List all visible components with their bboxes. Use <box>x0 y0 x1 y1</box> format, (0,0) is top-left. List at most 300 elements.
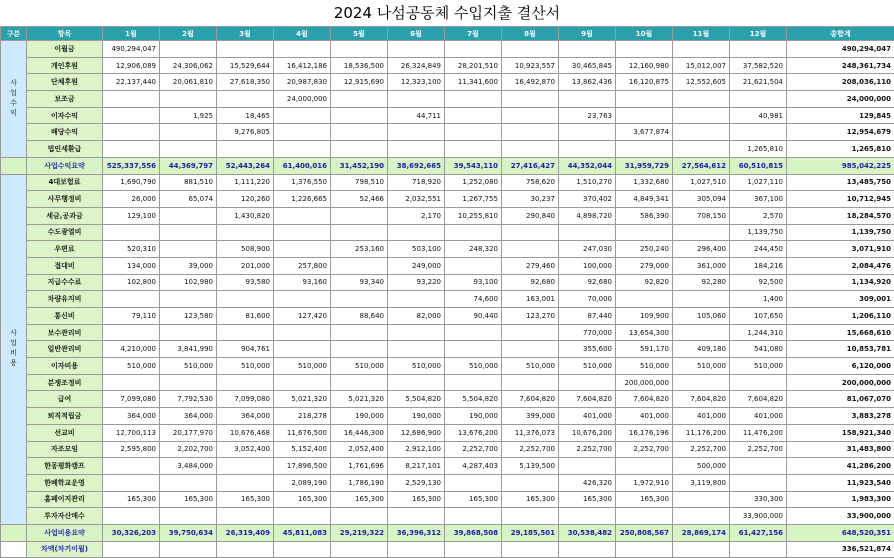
cell-value: 21,621,504 <box>730 74 787 91</box>
cell-value <box>502 241 559 258</box>
cell-value: 355,600 <box>559 341 616 358</box>
difference-empty-cell <box>502 541 559 558</box>
cell-value: 5,152,400 <box>274 441 331 458</box>
cell-value <box>103 91 160 108</box>
cell-value <box>730 91 787 108</box>
summary-total: 648,520,351 <box>787 524 894 541</box>
table-row <box>1 474 894 491</box>
cell-value: 33,900,000 <box>730 508 787 525</box>
cell-value: 120,260 <box>217 191 274 208</box>
cell-value: 12,160,980 <box>616 57 673 74</box>
cell-value: 4,210,000 <box>103 341 160 358</box>
cell-value: 5,021,320 <box>274 391 331 408</box>
cell-value: 81,600 <box>217 308 274 325</box>
cell-value <box>616 224 673 241</box>
cell-value: 1,376,550 <box>274 174 331 191</box>
cell-value: 200,000,000 <box>616 374 673 391</box>
cell-value: 11,176,200 <box>673 424 730 441</box>
cell-value: 37,582,520 <box>730 57 787 74</box>
header-month: 5월 <box>331 27 388 41</box>
row-total: 3,883,278 <box>787 408 894 425</box>
cell-value <box>103 291 160 308</box>
row-label: 이자수익 <box>27 107 103 124</box>
cell-value: 13,862,436 <box>559 74 616 91</box>
cell-value: 8,217,101 <box>388 458 445 475</box>
cell-value: 201,000 <box>217 257 274 274</box>
cell-value: 257,800 <box>274 257 331 274</box>
cell-value <box>673 107 730 124</box>
cell-value: 7,099,080 <box>217 391 274 408</box>
row-label: 통신비 <box>27 308 103 325</box>
cell-value: 2,202,700 <box>160 441 217 458</box>
row-total: 309,001 <box>787 291 894 308</box>
cell-value: 510,000 <box>217 358 274 375</box>
cell-value <box>274 241 331 258</box>
row-label: 보조금 <box>27 91 103 108</box>
summary-value: 29,219,322 <box>331 524 388 541</box>
page-title: 2024 나섬공동체 수입지출 결산서 <box>0 0 894 26</box>
table-row <box>1 191 894 208</box>
table-row <box>1 107 894 124</box>
cell-value: 305,094 <box>673 191 730 208</box>
cell-value: 904,761 <box>217 341 274 358</box>
cell-value: 79,110 <box>103 308 160 325</box>
cell-value <box>331 508 388 525</box>
summary-value: 61,400,016 <box>274 157 331 174</box>
cell-value: 23,763 <box>559 107 616 124</box>
cell-value <box>559 374 616 391</box>
cell-value: 3,119,800 <box>673 474 730 491</box>
cell-value <box>331 124 388 141</box>
cell-value <box>502 124 559 141</box>
table-row <box>1 391 894 408</box>
row-label: 급여 <box>27 391 103 408</box>
cell-value: 105,060 <box>673 308 730 325</box>
cell-value: 510,000 <box>730 358 787 375</box>
cell-value: 22,137,440 <box>103 74 160 91</box>
cell-value: 510,000 <box>103 358 160 375</box>
cell-value <box>160 207 217 224</box>
cell-value: 1,690,790 <box>103 174 160 191</box>
income-category-label: 사업수익 <box>1 41 27 158</box>
cell-value: 92,280 <box>673 274 730 291</box>
cell-value: 2,252,700 <box>616 441 673 458</box>
summary-value: 525,337,556 <box>103 157 160 174</box>
cell-value <box>331 207 388 224</box>
cell-value <box>616 141 673 158</box>
cell-value: 74,600 <box>445 291 502 308</box>
cell-value <box>559 224 616 241</box>
cell-value: 102,980 <box>160 274 217 291</box>
cell-value: 16,120,875 <box>616 74 673 91</box>
cell-value: 510,000 <box>559 358 616 375</box>
cell-value <box>616 508 673 525</box>
cell-value: 510,000 <box>673 358 730 375</box>
cell-value: 370,402 <box>559 191 616 208</box>
cell-value: 490,294,047 <box>103 41 160 58</box>
cell-value: 165,300 <box>388 491 445 508</box>
cell-value: 5,504,820 <box>445 391 502 408</box>
cell-value <box>103 124 160 141</box>
table-row <box>1 291 894 308</box>
difference-empty-cell <box>217 541 274 558</box>
table-row <box>1 374 894 391</box>
cell-value <box>274 107 331 124</box>
cell-value: 770,000 <box>559 324 616 341</box>
summary-value: 31,959,729 <box>616 157 673 174</box>
cell-value: 279,460 <box>502 257 559 274</box>
cell-value: 510,000 <box>445 358 502 375</box>
cell-value: 12,686,900 <box>388 424 445 441</box>
cell-value: 1,027,110 <box>730 174 787 191</box>
expense-category-label: 사업비용 <box>1 174 27 524</box>
cell-value <box>445 508 502 525</box>
cell-value: 401,000 <box>730 408 787 425</box>
cell-value: 248,320 <box>445 241 502 258</box>
cell-value: 520,310 <box>103 241 160 258</box>
cell-value: 4,849,341 <box>616 191 673 208</box>
cell-value <box>274 141 331 158</box>
cell-value: 1,226,665 <box>274 191 331 208</box>
cell-value <box>331 141 388 158</box>
cell-value <box>559 41 616 58</box>
cell-value: 7,604,820 <box>730 391 787 408</box>
cell-value: 2,252,700 <box>502 441 559 458</box>
row-label: 차량유지비 <box>27 291 103 308</box>
difference-empty-cell <box>616 541 673 558</box>
cell-value <box>274 508 331 525</box>
cell-value: 1,925 <box>160 107 217 124</box>
summary-value: 29,185,501 <box>502 524 559 541</box>
cell-value <box>673 491 730 508</box>
cell-value: 10,676,200 <box>559 424 616 441</box>
cell-value <box>160 141 217 158</box>
row-label: 퇴직적립금 <box>27 408 103 425</box>
summary-value: 31,452,190 <box>331 157 388 174</box>
cell-value: 107,650 <box>730 308 787 325</box>
cell-value <box>274 374 331 391</box>
row-total: 41,286,200 <box>787 458 894 475</box>
summary-value: 45,811,083 <box>274 524 331 541</box>
cell-value <box>274 324 331 341</box>
summary-value: 30,326,203 <box>103 524 160 541</box>
cell-value <box>388 91 445 108</box>
cell-value <box>445 224 502 241</box>
table-row <box>1 274 894 291</box>
cell-value: 20,177,970 <box>160 424 217 441</box>
cell-value <box>502 341 559 358</box>
cell-value: 82,000 <box>388 308 445 325</box>
cell-value <box>160 374 217 391</box>
cell-value <box>103 458 160 475</box>
cell-value: 24,000,000 <box>274 91 331 108</box>
table-row <box>1 458 894 475</box>
cell-value <box>388 41 445 58</box>
row-total: 1,139,750 <box>787 224 894 241</box>
cell-value: 17,896,500 <box>274 458 331 475</box>
row-label: 선교비 <box>27 424 103 441</box>
row-total: 10,853,781 <box>787 341 894 358</box>
row-label: 홈페이지관리 <box>27 491 103 508</box>
table-row <box>1 424 894 441</box>
difference-row <box>1 541 894 558</box>
row-label: 수도광열비 <box>27 224 103 241</box>
row-label: 세금,공과금 <box>27 207 103 224</box>
cell-value <box>217 474 274 491</box>
cell-value <box>559 141 616 158</box>
cell-value: 2,252,700 <box>730 441 787 458</box>
summary-blank-cell <box>1 157 27 174</box>
cell-value: 7,099,080 <box>103 391 160 408</box>
cell-value <box>445 141 502 158</box>
summary-value: 39,868,508 <box>445 524 502 541</box>
difference-empty-cell <box>274 541 331 558</box>
cell-value <box>502 107 559 124</box>
table-row <box>1 74 894 91</box>
cell-value <box>730 374 787 391</box>
table-row <box>1 508 894 525</box>
cell-value <box>502 324 559 341</box>
header-month: 9월 <box>559 27 616 41</box>
table-row <box>1 207 894 224</box>
difference-label: 차액(차기이월) <box>27 541 103 558</box>
cell-value <box>673 91 730 108</box>
row-total: 490,294,047 <box>787 41 894 58</box>
difference-empty-cell <box>103 541 160 558</box>
table-row <box>1 124 894 141</box>
cell-value <box>160 91 217 108</box>
cell-value <box>103 224 160 241</box>
cell-value: 1,139,750 <box>730 224 787 241</box>
difference-empty-cell <box>445 541 502 558</box>
cell-value <box>388 374 445 391</box>
cell-value <box>103 141 160 158</box>
row-total: 1,206,110 <box>787 308 894 325</box>
cell-value <box>217 224 274 241</box>
header-month: 12월 <box>730 27 787 41</box>
row-label: 이월금 <box>27 41 103 58</box>
cell-value: 12,906,089 <box>103 57 160 74</box>
row-total: 33,900,000 <box>787 508 894 525</box>
cell-value: 1,332,680 <box>616 174 673 191</box>
cell-value: 364,000 <box>217 408 274 425</box>
header-month: 11월 <box>673 27 730 41</box>
header-month: 7월 <box>445 27 502 41</box>
table-row <box>1 41 894 58</box>
cell-value: 1,400 <box>730 291 787 308</box>
cell-value: 798,510 <box>331 174 388 191</box>
cell-value <box>217 141 274 158</box>
row-label: 4대보험료 <box>27 174 103 191</box>
summary-value: 28,869,174 <box>673 524 730 541</box>
cell-value: 290,840 <box>502 207 559 224</box>
header-category: 구분 <box>1 27 27 41</box>
difference-total: 336,521,874 <box>787 541 894 558</box>
row-total: 1,983,300 <box>787 491 894 508</box>
cell-value: 92,680 <box>559 274 616 291</box>
cell-value: 2,052,400 <box>331 441 388 458</box>
cell-value: 13,654,300 <box>616 324 673 341</box>
cell-value: 16,412,186 <box>274 57 331 74</box>
cell-value: 7,604,820 <box>673 391 730 408</box>
cell-value <box>217 291 274 308</box>
cell-value: 367,100 <box>730 191 787 208</box>
cell-value <box>559 91 616 108</box>
cell-value: 100,000 <box>559 257 616 274</box>
cell-value <box>103 474 160 491</box>
cell-value: 20,987,830 <box>274 74 331 91</box>
summary-value: 52,443,264 <box>217 157 274 174</box>
cell-value: 93,220 <box>388 274 445 291</box>
cell-value: 1,972,910 <box>616 474 673 491</box>
cell-value: 510,000 <box>274 358 331 375</box>
cell-value: 16,492,870 <box>502 74 559 91</box>
cell-value: 2,170 <box>388 207 445 224</box>
row-label: 한베학교운영 <box>27 474 103 491</box>
cell-value: 26,000 <box>103 191 160 208</box>
cell-value <box>274 341 331 358</box>
cell-value: 2,570 <box>730 207 787 224</box>
cell-value <box>502 508 559 525</box>
summary-value: 38,692,665 <box>388 157 445 174</box>
header-total: 총합계 <box>787 27 894 41</box>
cell-value: 165,300 <box>217 491 274 508</box>
cell-value: 718,920 <box>388 174 445 191</box>
cell-value <box>445 341 502 358</box>
row-total: 13,485,750 <box>787 174 894 191</box>
cell-value <box>673 291 730 308</box>
cell-value: 109,900 <box>616 308 673 325</box>
cell-value: 1,510,270 <box>559 174 616 191</box>
difference-empty-cell <box>160 541 217 558</box>
cell-value: 364,000 <box>160 408 217 425</box>
cell-value: 28,201,510 <box>445 57 502 74</box>
difference-empty-cell <box>388 541 445 558</box>
cell-value: 165,300 <box>445 491 502 508</box>
row-total: 208,036,110 <box>787 74 894 91</box>
summary-value: 26,319,409 <box>217 524 274 541</box>
cell-value <box>331 374 388 391</box>
cell-value: 586,390 <box>616 207 673 224</box>
cell-value <box>559 458 616 475</box>
cell-value <box>616 91 673 108</box>
header-month: 8월 <box>502 27 559 41</box>
cell-value <box>160 291 217 308</box>
cell-value <box>331 257 388 274</box>
cell-value: 87,440 <box>559 308 616 325</box>
cell-value: 134,000 <box>103 257 160 274</box>
row-total: 11,923,540 <box>787 474 894 491</box>
table-row <box>1 491 894 508</box>
cell-value: 250,240 <box>616 241 673 258</box>
cell-value <box>730 41 787 58</box>
cell-value: 165,300 <box>502 491 559 508</box>
row-total: 129,845 <box>787 107 894 124</box>
cell-value: 361,000 <box>673 257 730 274</box>
cell-value <box>331 324 388 341</box>
row-label: 배당수익 <box>27 124 103 141</box>
cell-value: 510,000 <box>388 358 445 375</box>
cell-value: 7,792,530 <box>160 391 217 408</box>
cell-value: 65,074 <box>160 191 217 208</box>
cell-value: 5,021,320 <box>331 391 388 408</box>
row-total: 158,921,340 <box>787 424 894 441</box>
cell-value <box>445 324 502 341</box>
cell-value <box>673 324 730 341</box>
cell-value: 184,216 <box>730 257 787 274</box>
cell-value: 165,300 <box>616 491 673 508</box>
cell-value: 16,446,300 <box>331 424 388 441</box>
cell-value: 3,052,400 <box>217 441 274 458</box>
cell-value <box>331 224 388 241</box>
header-row <box>1 27 894 41</box>
cell-value: 11,341,600 <box>445 74 502 91</box>
table-row <box>1 141 894 158</box>
cell-value: 24,306,062 <box>160 57 217 74</box>
row-label: 개인후원 <box>27 57 103 74</box>
cell-value: 165,300 <box>559 491 616 508</box>
cell-value: 123,270 <box>502 308 559 325</box>
summary-value: 60,510,815 <box>730 157 787 174</box>
cell-value <box>274 224 331 241</box>
cell-value <box>502 41 559 58</box>
row-label: 지급수수료 <box>27 274 103 291</box>
cell-value: 2,089,190 <box>274 474 331 491</box>
cell-value: 500,000 <box>673 458 730 475</box>
cell-value <box>217 91 274 108</box>
cell-value: 510,000 <box>160 358 217 375</box>
income-summary-row <box>1 157 894 174</box>
cell-value: 218,278 <box>274 408 331 425</box>
cell-value <box>103 374 160 391</box>
cell-value: 4,287,403 <box>445 458 502 475</box>
cell-value: 330,300 <box>730 491 787 508</box>
cell-value: 401,000 <box>616 408 673 425</box>
cell-value: 510,000 <box>331 358 388 375</box>
header-month: 2월 <box>160 27 217 41</box>
cell-value <box>730 474 787 491</box>
row-label: 한몽평화캠프 <box>27 458 103 475</box>
cell-value: 15,529,644 <box>217 57 274 74</box>
cell-value <box>673 124 730 141</box>
cell-value: 93,100 <box>445 274 502 291</box>
cell-value <box>388 508 445 525</box>
cell-value <box>616 107 673 124</box>
header-month: 4월 <box>274 27 331 41</box>
row-total: 12,954,679 <box>787 124 894 141</box>
table-row <box>1 441 894 458</box>
cell-value: 1,244,310 <box>730 324 787 341</box>
cell-value: 39,000 <box>160 257 217 274</box>
row-total: 81,067,070 <box>787 391 894 408</box>
table-row <box>1 324 894 341</box>
row-label: 일반관리비 <box>27 341 103 358</box>
summary-label: 사업비용요약 <box>27 524 103 541</box>
cell-value <box>502 141 559 158</box>
summary-value: 39,543,110 <box>445 157 502 174</box>
cell-value: 5,504,820 <box>388 391 445 408</box>
cell-value: 503,100 <box>388 241 445 258</box>
cell-value <box>445 107 502 124</box>
difference-blank-cell <box>1 541 27 558</box>
cell-value <box>331 291 388 308</box>
row-total: 24,000,000 <box>787 91 894 108</box>
summary-value: 61,427,156 <box>730 524 787 541</box>
cell-value <box>445 474 502 491</box>
table-row <box>1 91 894 108</box>
cell-value <box>559 508 616 525</box>
cell-value: 44,711 <box>388 107 445 124</box>
